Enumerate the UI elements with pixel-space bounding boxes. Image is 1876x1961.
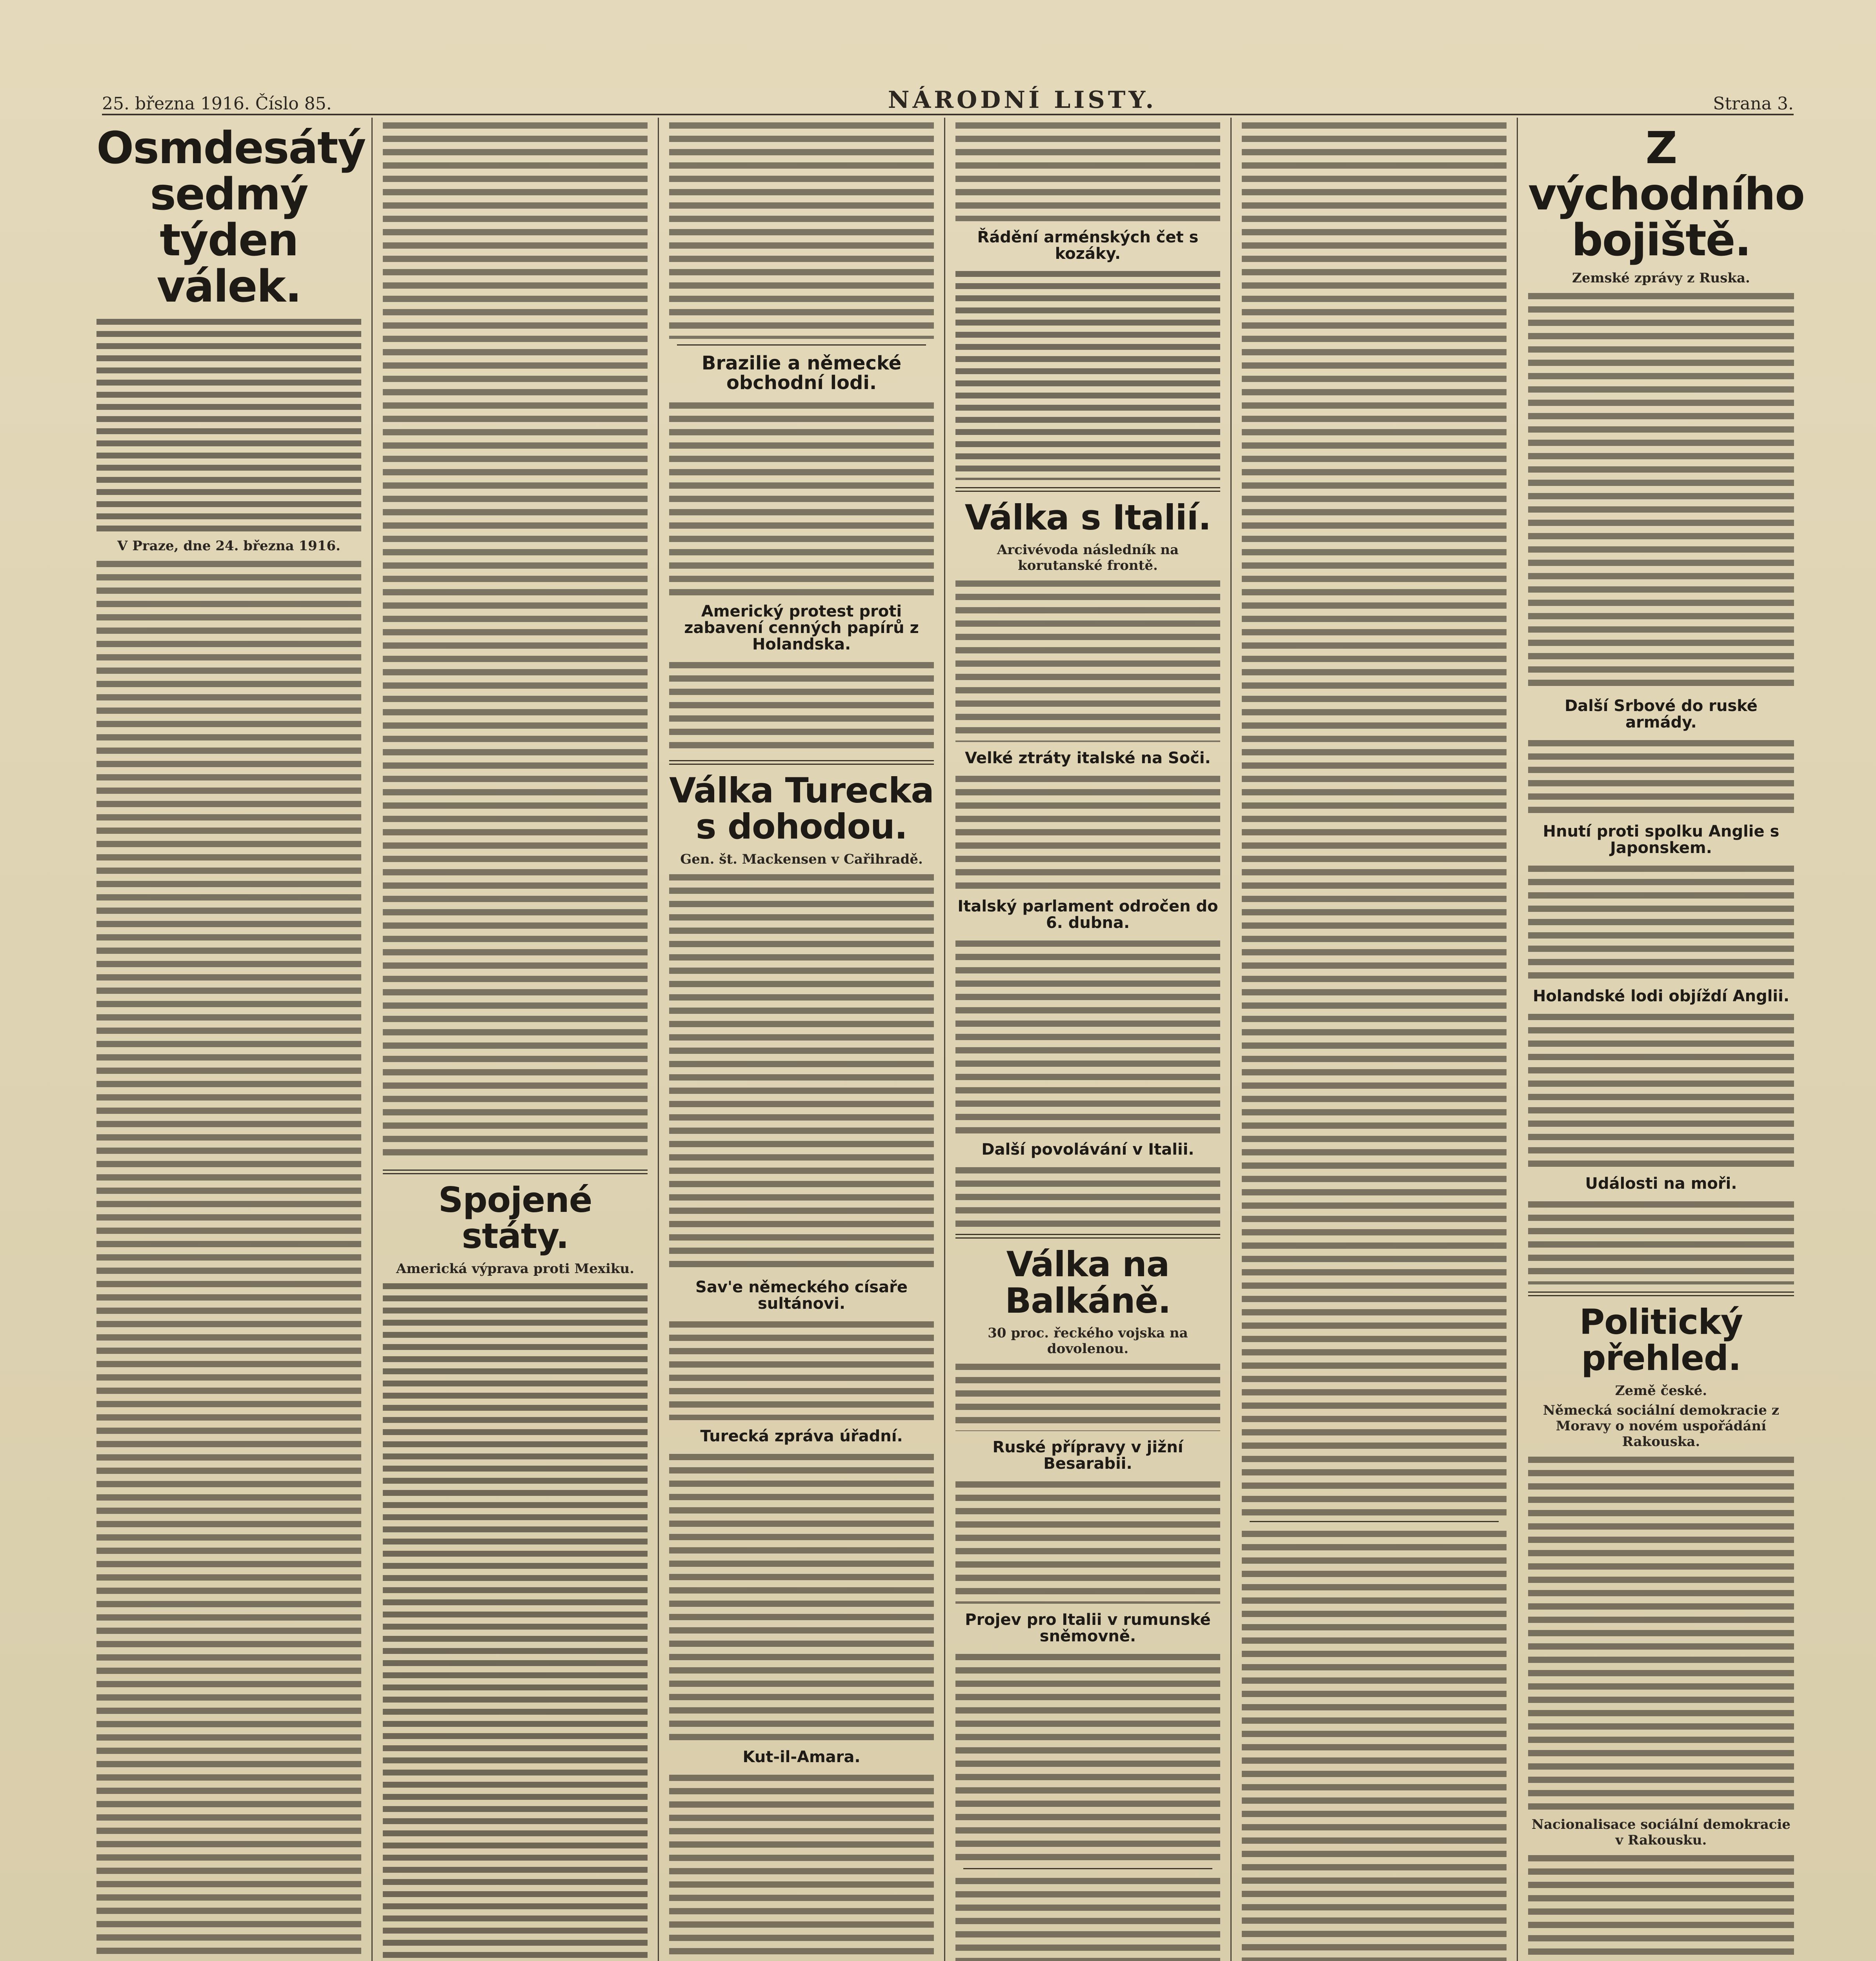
- columns: [86, 118, 1804, 1961]
- headline-anglo-japanese: Hnutí proti spolku Anglie s Japonskem.: [1543, 822, 1780, 857]
- article-body: [955, 268, 1220, 480]
- headline-italian-losses: Velké ztráty italské na Soči.: [965, 749, 1211, 768]
- column-4: [945, 118, 1232, 1961]
- column-3: [659, 118, 945, 1961]
- subheadline-greek-army: 30 proc. řeckého vojska na dovolenou.: [988, 1325, 1188, 1357]
- headline-turkey-war: Válka Turecka s dohodou.: [669, 770, 934, 847]
- headline-dutch-ships: Holandské lodi objíždí Anglii.: [1532, 987, 1790, 1005]
- article-body: [669, 659, 934, 753]
- article-body: [955, 1361, 1220, 1431]
- article-summary: [96, 316, 361, 536]
- article-body: [955, 119, 1220, 221]
- article-body: [669, 1772, 934, 1961]
- article-body: [955, 1164, 1220, 1227]
- headline-emperor-greeting: Sav'e německého císaře sultánovi.: [695, 1278, 908, 1313]
- headline-war-italy: Válka s Italií.: [964, 497, 1211, 538]
- subheadline-nationalisation: Nacionalisace sociální demokracie v Rakousku.: [1532, 1816, 1790, 1848]
- headline-serbs-russian-army: Další Srbové do ruské armády.: [1565, 697, 1758, 731]
- headline-turkish-report: Turecká zpráva úřadní.: [700, 1427, 903, 1445]
- headline-balkan-war: Válka na Balkáně.: [1005, 1244, 1171, 1321]
- divider: [1528, 1292, 1794, 1296]
- column-6: [1518, 118, 1804, 1961]
- subheadline-czech-lands: Země české.: [1615, 1383, 1707, 1399]
- headline-sea-events: Události na moři.: [1585, 1174, 1737, 1193]
- divider: [963, 1868, 1212, 1869]
- article-body: [669, 1318, 934, 1420]
- divider: [383, 1170, 648, 1174]
- article-body: [1242, 1528, 1507, 1961]
- article-body: [1528, 1852, 1794, 1961]
- subheadline-archduke: Arcivévoda následník na korutanské frontě.: [997, 542, 1179, 574]
- headline-american-protest: Americký protest proti zabavení cenných papírů z Holandska.: [684, 602, 919, 653]
- issue-date: 25. března 1916. Číslo 85.: [102, 94, 332, 114]
- article-body: [955, 1478, 1220, 1604]
- article-body: [669, 399, 934, 595]
- article-body: [955, 1651, 1220, 1863]
- subheadline-russia-news: Zemské zprávy z Ruska.: [1572, 270, 1750, 286]
- article-body: [669, 1451, 934, 1741]
- column-1: [86, 118, 373, 1961]
- page-number: Strana 3.: [1713, 94, 1794, 114]
- article-body: [1528, 1011, 1794, 1168]
- article-body: [383, 1281, 648, 1961]
- article-body: [96, 558, 361, 1961]
- column-2: [373, 118, 659, 1961]
- headline-kut-il-amara: Kut-il-Amara.: [742, 1748, 861, 1766]
- article-body: [955, 937, 1220, 1133]
- article-body: [669, 119, 934, 339]
- article-body: [955, 577, 1220, 742]
- headline-united-states: Spojené státy.: [438, 1180, 592, 1257]
- article-body: [955, 1875, 1220, 1961]
- headline-war-week: Osmdesátý sedmý týden válek.: [96, 123, 366, 312]
- lede-social-democracy: Německá sociální demokracie z Moravy o novém uspořádání Rakouska.: [1543, 1402, 1780, 1450]
- article-body: [383, 119, 648, 1162]
- column-5: [1232, 118, 1518, 1961]
- divider: [955, 1234, 1220, 1239]
- headline-rumanian-parliament: Projev pro Italii v rumunské sněmovně.: [965, 1611, 1211, 1646]
- dateline: V Praze, dne 24. března 1916.: [117, 538, 340, 554]
- divider: [955, 487, 1220, 492]
- article-body: [669, 871, 934, 1271]
- divider: [669, 760, 934, 765]
- headline-russian-preparations: Ruské přípravy v jižní Besarabii.: [992, 1438, 1183, 1473]
- article-body: [1528, 862, 1794, 980]
- headline-political-review: Politický přehled.: [1579, 1301, 1743, 1379]
- article-body: [955, 773, 1220, 890]
- article-body: [1528, 290, 1794, 690]
- subheadline-mackensen: Gen. št. Mackensen v Cařihradě.: [680, 851, 923, 867]
- headline-eastern-front: Z východního bojiště.: [1528, 123, 1804, 266]
- headline-brazil: Brazilie a německé obchodní lodi.: [701, 352, 902, 394]
- article-body: [1528, 1198, 1794, 1284]
- divider: [677, 344, 926, 346]
- article-body: [1528, 737, 1794, 815]
- headline-italy-callup: Další povolávání v Italii.: [981, 1141, 1194, 1159]
- article-body: [1242, 119, 1507, 1515]
- divider: [1250, 1521, 1499, 1522]
- article-body: [1528, 1453, 1794, 1814]
- newspaper-title: NÁRODNÍ LISTY.: [888, 86, 1157, 114]
- headline-armenian-bands: Řádění arménských čet s kozáky.: [977, 228, 1199, 263]
- masthead: [102, 78, 1794, 115]
- subheadline-mexico: Americká výprava proti Mexiku.: [396, 1261, 635, 1277]
- headline-italian-parliament: Italský parlament odročen do 6. dubna.: [957, 897, 1218, 932]
